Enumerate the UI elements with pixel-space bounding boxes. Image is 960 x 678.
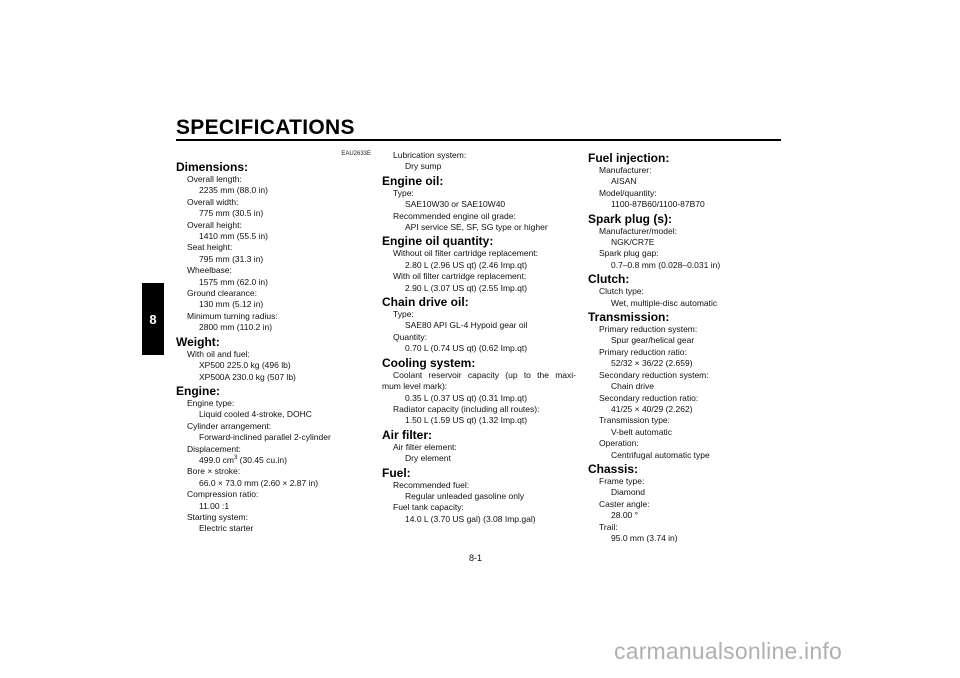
spec-label: Fuel tank capacity: — [393, 502, 464, 513]
displacement-superscript: 3 — [233, 455, 238, 462]
page-number: 8-1 — [469, 553, 483, 563]
col2-tail — [382, 428, 576, 525]
spec-item-spark-plug-gap — [599, 248, 782, 271]
spec-item-overall-height — [187, 220, 371, 243]
spec-column-3 — [588, 150, 782, 544]
spec-label: Recommended engine oil grade: — [393, 210, 516, 221]
chapter-tab — [142, 283, 164, 355]
spec-value: SAE10W30 or SAE10W40 — [405, 199, 506, 210]
spec-item-overall-length — [187, 174, 371, 197]
spec-value: 130 mm (5.12 in) — [199, 299, 264, 310]
section-heading-engine: Engine: — [176, 383, 220, 398]
section-heading-dimensions: Dimensions: — [176, 160, 249, 174]
spec-item-with-oil-and-fuel — [187, 349, 371, 383]
spec-value: 2800 mm (110.2 in) — [199, 322, 273, 333]
col3-sections — [588, 151, 782, 544]
spec-label-cont: mum level mark): — [382, 381, 448, 392]
spec-value: API service SE, SF, SG type or higher — [405, 222, 548, 233]
watermark: carmanualsonline.info — [614, 638, 842, 664]
spec-label: Manufacturer: — [599, 165, 652, 175]
section-heading-chassis: Chassis: — [588, 461, 639, 476]
spec-label: Trail: — [599, 521, 618, 532]
section-heading-chain-drive-oil: Chain drive oil: — [382, 295, 469, 310]
spec-item-engine-type — [187, 398, 371, 421]
spec-value: 11.00 :1 — [199, 500, 230, 511]
spec-value: 1.50 L (1.59 US qt) (1.32 Imp.qt) — [405, 415, 528, 426]
spec-value: XP500A 230.0 kg (507 lb) — [199, 371, 296, 382]
spec-item-cylinder-arrangement — [187, 421, 371, 444]
spec-label: Type: — [393, 309, 414, 320]
spec-value: SAE80 API GL-4 Hypoid gear oil — [405, 320, 528, 331]
spec-value: Forward-inclined parallel 2-cylinder — [199, 432, 331, 443]
spec-label: Quantity: — [393, 331, 428, 342]
spec-item-secondary-reduction-system — [599, 370, 782, 393]
spec-value: 14.0 L (3.70 US gal) (3.08 Imp.gal) — [405, 513, 536, 524]
col1-sections — [176, 160, 371, 444]
section-heading-transmission: Transmission: — [588, 310, 670, 325]
spec-item-lubrication — [393, 150, 576, 173]
spec-item-caster-angle — [599, 499, 782, 522]
spec-label: Without oil filter cartridge replacement: — [393, 248, 539, 259]
spec-value: 95.0 mm (3.74 in) — [611, 532, 678, 543]
spec-label: With oil and fuel: — [187, 348, 250, 359]
spec-label: Secondary reduction ratio: — [599, 392, 699, 403]
spec-value: XP500 225.0 kg (496 lb) — [199, 360, 291, 371]
spec-item-manufacturer-model — [599, 226, 782, 249]
spec-value: 0.70 L (0.74 US qt) (0.62 Imp.qt) — [405, 343, 528, 354]
spec-value: 1410 mm (55.5 in) — [199, 231, 268, 242]
spec-item-type — [393, 188, 576, 211]
spec-value: 1575 mm (62.0 in) — [199, 276, 268, 287]
spec-value: 775 mm (30.5 in) — [199, 208, 264, 219]
spec-label: Seat height: — [187, 242, 233, 253]
spec-column-1 — [176, 150, 371, 535]
col1-tail — [176, 466, 371, 534]
spec-item-air-filter-element — [393, 442, 576, 465]
doc-code: EAU2633E — [341, 151, 371, 157]
spec-value: AISAN — [611, 176, 637, 187]
spec-item-secondary-reduction-ratio — [599, 393, 782, 416]
spec-item-recommended-engine-oil-grade — [393, 211, 576, 234]
spec-label: Clutch type: — [599, 286, 644, 297]
spec-item-primary-reduction-ratio — [599, 347, 782, 370]
spec-label: Air filter element: — [393, 441, 457, 452]
spec-value: V-belt automatic — [611, 426, 672, 437]
spec-value: Spur gear/helical gear — [611, 335, 695, 346]
spec-label: Model/quantity: — [599, 187, 657, 198]
spec-label — [393, 370, 576, 381]
section-heading-engine-oil: Engine oil: — [382, 173, 444, 188]
spec-value: 2.80 L (2.96 US qt) (2.46 Imp.qt) — [405, 259, 528, 270]
spec-label: Overall height: — [187, 219, 242, 230]
spec-label: Displacement: — [187, 443, 241, 454]
spec-label: Caster angle: — [599, 498, 650, 509]
section-heading-fuel-injection: Fuel injection: — [588, 151, 670, 165]
spec-item-without-oil-filter-cartridge-replacement — [393, 248, 576, 271]
spec-value: Dry element — [405, 453, 451, 464]
displacement-value: 499.0 cm — [199, 454, 234, 465]
spec-value: Diamond — [611, 487, 646, 498]
spec-value: 28.00 ° — [611, 510, 639, 521]
spec-label: Minimum turning radius: — [187, 310, 278, 321]
spec-value: Dry sump — [405, 161, 442, 172]
spec-label: Primary reduction system: — [599, 324, 698, 335]
spec-value: 0.35 L (0.37 US qt) (0.31 Imp.qt) — [405, 392, 528, 403]
coolant-label-line1: Coolant reservoir capacity (up to the maxi- — [393, 369, 576, 380]
spec-item-with-oil-filter-cartridge-replacement — [393, 271, 576, 294]
spec-column-2 — [382, 150, 576, 525]
spec-item-clutch-type — [599, 286, 782, 309]
spec-label: Compression ratio: — [187, 489, 259, 500]
spec-item-manufacturer — [599, 165, 782, 188]
spec-label: Overall length: — [187, 174, 242, 184]
page-title: SPECIFICATIONS — [176, 116, 355, 139]
spec-label: Radiator capacity (including all routes): — [393, 403, 540, 414]
spec-value: Centrifugal automatic type — [611, 449, 710, 460]
spec-item-fuel-tank-capacity — [393, 502, 576, 525]
spec-item-model-quantity — [599, 188, 782, 211]
title-rule — [176, 139, 781, 141]
spec-item-type — [393, 309, 576, 332]
spec-label: Wheelbase: — [187, 265, 232, 276]
spec-value: 2.90 L (3.07 US qt) (2.55 Imp.qt) — [405, 282, 528, 293]
spec-item-minimum-turning-radius — [187, 311, 371, 334]
spec-item-coolant — [382, 369, 576, 427]
displacement-unit: (30.45 cu.in) — [237, 454, 287, 465]
spec-label: With oil filter cartridge replacement: — [393, 271, 527, 282]
spec-value: 795 mm (31.3 in) — [199, 253, 264, 264]
spec-label: Spark plug gap: — [599, 248, 659, 259]
spec-value: 2235 mm (88.0 in) — [199, 185, 268, 196]
spec-value: 52/32 × 36/22 (2.659) — [611, 358, 693, 369]
spec-item-trail — [599, 522, 782, 545]
spec-label: Secondary reduction system: — [599, 369, 709, 380]
spec-item-displacement — [187, 444, 371, 467]
spec-value: 1100-87B60/1100-87B70 — [611, 199, 705, 210]
spec-item-bore-stroke — [187, 466, 371, 489]
spec-item-starting-system — [187, 512, 371, 535]
section-heading-air-filter: Air filter: — [382, 427, 433, 442]
spec-value: Wet, multiple-disc automatic — [611, 297, 718, 308]
section-heading-weight: Weight: — [176, 334, 220, 349]
spec-item-ground-clearance — [187, 288, 371, 311]
spec-label: Ground clearance: — [187, 288, 257, 299]
section-heading-cooling: Cooling system: — [382, 355, 476, 370]
spec-label: Overall width: — [187, 196, 239, 207]
spec-label: Starting system: — [187, 511, 248, 522]
spec-item-quantity — [393, 332, 576, 355]
section-heading-fuel: Fuel: — [382, 465, 411, 480]
col2-sections — [382, 174, 576, 355]
spec-label: Frame type: — [599, 475, 645, 486]
spec-value: 0.7–0.8 mm (0.028–0.031 in) — [611, 259, 721, 270]
spec-item-operation — [599, 438, 782, 461]
spec-label: Cylinder arrangement: — [187, 420, 272, 431]
spec-value: 41/25 × 40/29 (2.262) — [611, 403, 693, 414]
spec-label: Engine type: — [187, 397, 235, 408]
section-heading-spark-plug-s: Spark plug (s): — [588, 211, 673, 226]
spec-label: Lubrication system: — [393, 150, 467, 160]
spec-item-frame-type — [599, 476, 782, 499]
spec-label: Bore × stroke: — [187, 466, 241, 477]
spec-value — [199, 455, 371, 466]
spec-label: Recommended fuel: — [393, 479, 470, 490]
spec-item-recommended-fuel — [393, 480, 576, 503]
spec-item-seat-height — [187, 242, 371, 265]
spec-label: Transmission type: — [599, 415, 671, 426]
spec-value: Electric starter — [199, 523, 254, 534]
spec-value: Liquid cooled 4-stroke, DOHC — [199, 409, 312, 420]
spec-item-wheelbase — [187, 265, 371, 288]
spec-label: Operation: — [599, 438, 639, 449]
chapter-number: 8 — [149, 311, 157, 327]
spec-value: 66.0 × 73.0 mm (2.60 × 2.87 in) — [199, 477, 319, 488]
spec-label: Manufacturer/model: — [599, 225, 677, 236]
spec-label: Primary reduction ratio: — [599, 346, 687, 357]
section-heading-engine-oil-quantity: Engine oil quantity: — [382, 234, 494, 249]
spec-value: Chain drive — [611, 381, 654, 392]
spec-value: Regular unleaded gasoline only — [405, 490, 525, 501]
spec-item-primary-reduction-system — [599, 324, 782, 347]
spec-item-compression-ratio — [187, 489, 371, 512]
spec-item-transmission-type — [599, 415, 782, 438]
spec-item-overall-width — [187, 197, 371, 220]
spec-value: NGK/CR7E — [611, 237, 655, 248]
spec-label: Type: — [393, 187, 414, 198]
section-heading-clutch: Clutch: — [588, 272, 630, 287]
